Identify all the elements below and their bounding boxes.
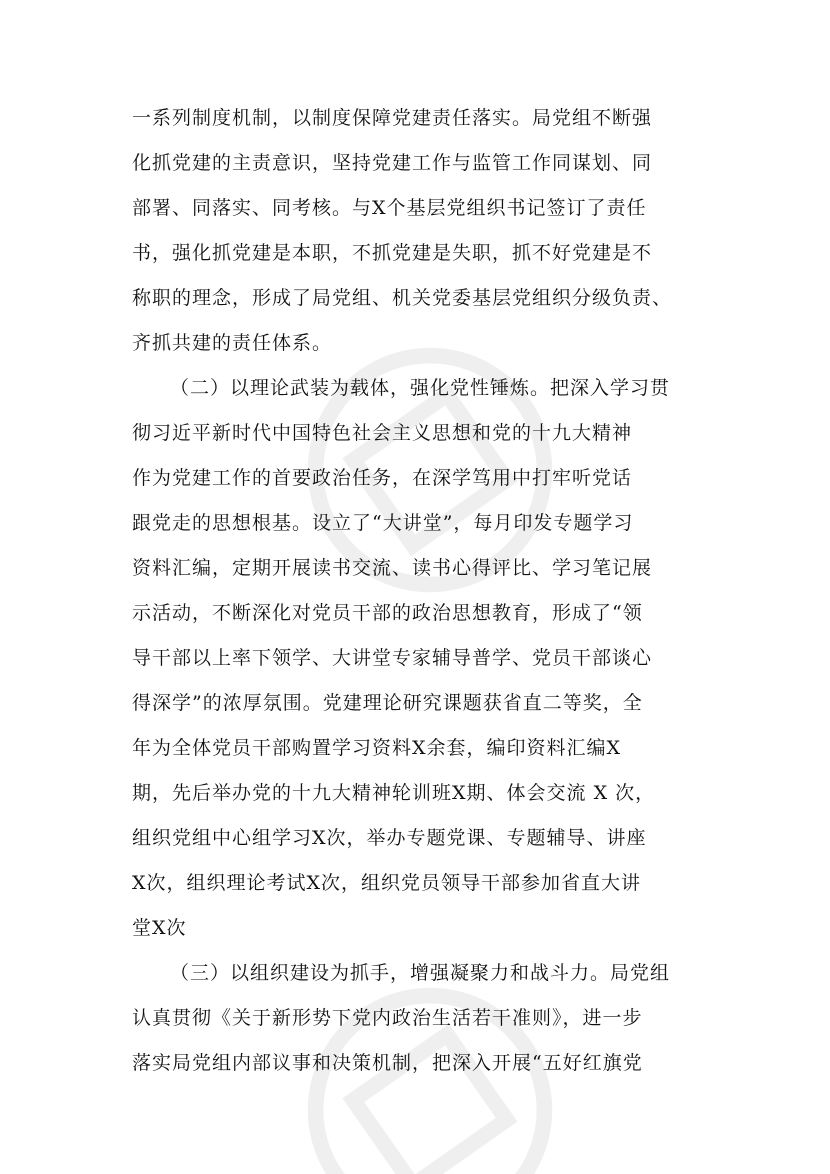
- paragraph-1: 一系列制度机制，以制度保障党建责任落实。局党组不断强 化抓党建的主责意识，坚持党建工作与监管工作同谋划、同 部署、同落实、同考核。与X个基层党组织书记签订了责任 书，强化抓党建是本职，不抓党建是失职，抓不好党建是不 称职的理念，形成了局党组、机关党委基层党组织分级负责、 齐抓共建的责任体系。: [132, 107, 673, 354]
- document-body: [132, 96, 712, 1086]
- paragraph-2: （二）以理论武装为载体，强化党性锤炼。把深入学习贯 彻习近平新时代中国特色社会主义思想和党的十九大精神 作为党建工作的首要政治任务，在深学笃用中打牢听党话 跟党走的思想根基。设立了“大讲堂”，每月印发专题学习 资料汇编，定期开展读书交流、读书心得评比、学习笔记展 示活动，不断深化对党员干部的政治思想教育，形成了“领 导干部以上率下领学、大讲堂专家辅导普学、党员干部谈心 得深学”的浓厚氛围。党建理论研究课题获省直二等奖，全 年为全体党员干部购置学习资料X余套，编印资料汇编X 期，先后举办党的十九大精神轮训班X期、体会交流 X 次， 组织党组中心组学习X次，举办专题党课、专题辅导、讲座 X次，组织理论考试X次，组织党员领导干部参加省直大讲 堂X次: [132, 377, 671, 939]
- paragraph-3: （三）以组织建设为抓手，增强凝聚力和战斗力。局党组 认真贯彻《关于新形势下党内政治生活若干准则》，进一步 落实局党组内部议事和决策机制，把深入开展“五好红旗党: [132, 962, 671, 1074]
